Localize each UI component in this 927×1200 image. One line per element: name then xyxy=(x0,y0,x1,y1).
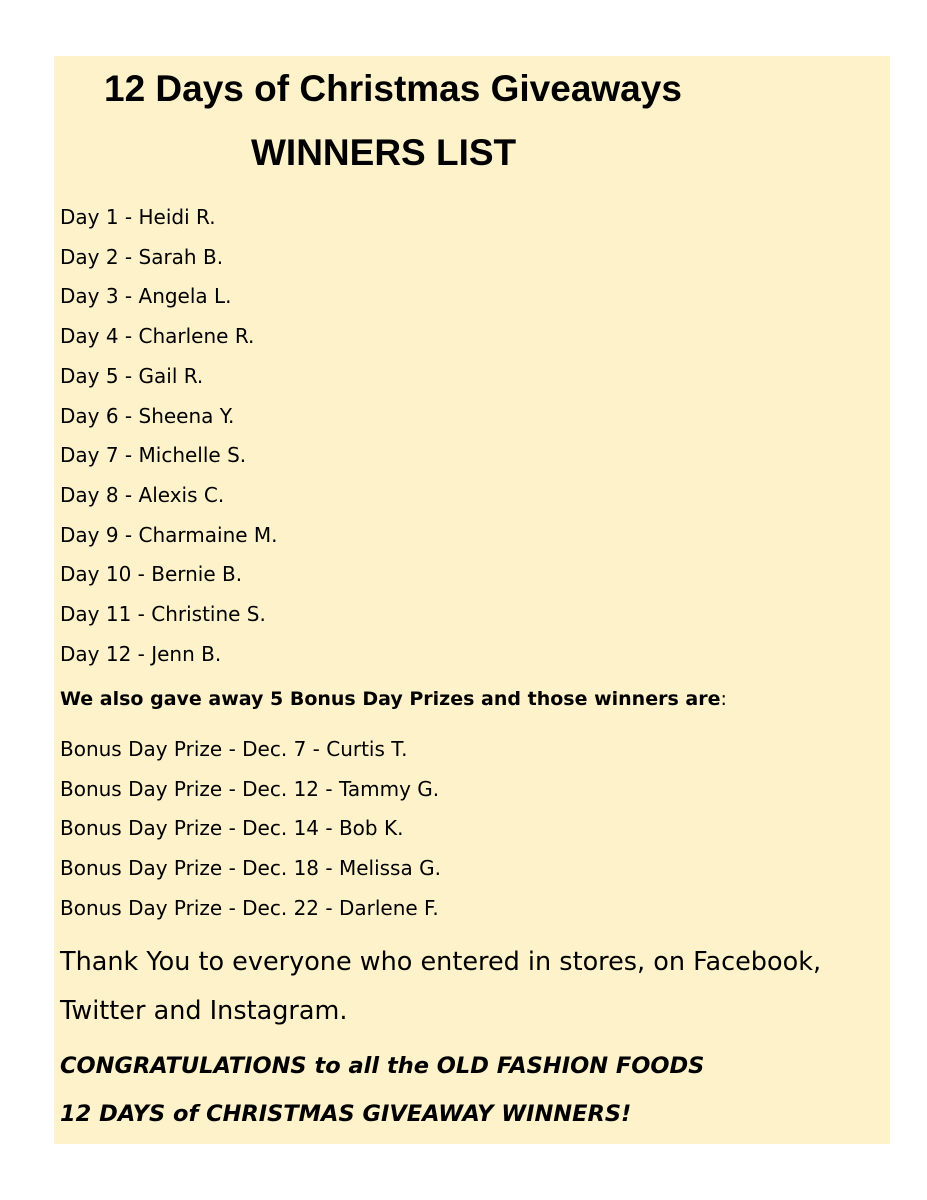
bonus-intro xyxy=(60,681,727,717)
list-item: Day 5 - Gail R. xyxy=(60,363,204,388)
list-item: Day 11 - Christine S. xyxy=(60,602,266,627)
list-item: Day 12 - Jenn B. xyxy=(60,641,222,666)
bonus-intro-colon: : xyxy=(720,688,727,710)
bonus-winners-list xyxy=(60,730,441,929)
list-item: Bonus Day Prize - Dec. 22 - Darlene F. xyxy=(60,895,439,920)
list-item: Day 9 - Charmaine M. xyxy=(60,522,278,547)
winners-list xyxy=(60,198,278,674)
congrats-line-2: 12 DAYS of CHRISTMAS GIVEAWAY WINNERS! xyxy=(60,1101,632,1127)
list-item: Day 7 - Michelle S. xyxy=(60,443,247,468)
list-item: Day 8 - Alexis C. xyxy=(60,482,225,507)
bonus-intro-text: We also gave away 5 Bonus Day Prizes and those winners are xyxy=(60,688,721,710)
list-item: Bonus Day Prize - Dec. 7 - Curtis T. xyxy=(60,737,408,761)
thank-you-message: Thank You to everyone who entered in stores, on Facebook, Twitter and Instagram. xyxy=(60,947,822,1026)
list-item: Day 4 - Charlene R. xyxy=(60,324,255,349)
list-item: Bonus Day Prize - Dec. 14 - Bob K. xyxy=(60,816,404,841)
congratulations-message xyxy=(60,1042,704,1138)
list-item: Day 6 - Sheena Y. xyxy=(60,403,235,428)
winners-panel xyxy=(54,56,890,1144)
list-item: Day 3 - Angela L. xyxy=(60,284,232,309)
list-item: Day 2 - Sarah B. xyxy=(60,244,224,269)
list-item: Bonus Day Prize - Dec. 18 - Melissa G. xyxy=(60,856,441,881)
page-subtitle: WINNERS LIST xyxy=(251,132,517,173)
list-item: Day 10 - Bernie B. xyxy=(60,562,243,587)
page-title: 12 Days of Christmas Giveaways xyxy=(104,68,682,109)
list-item: Bonus Day Prize - Dec. 12 - Tammy G. xyxy=(60,776,440,801)
congrats-line-1: CONGRATULATIONS to all the OLD FASHION FOODS xyxy=(60,1053,705,1079)
list-item: Day 1 - Heidi R. xyxy=(60,205,216,229)
